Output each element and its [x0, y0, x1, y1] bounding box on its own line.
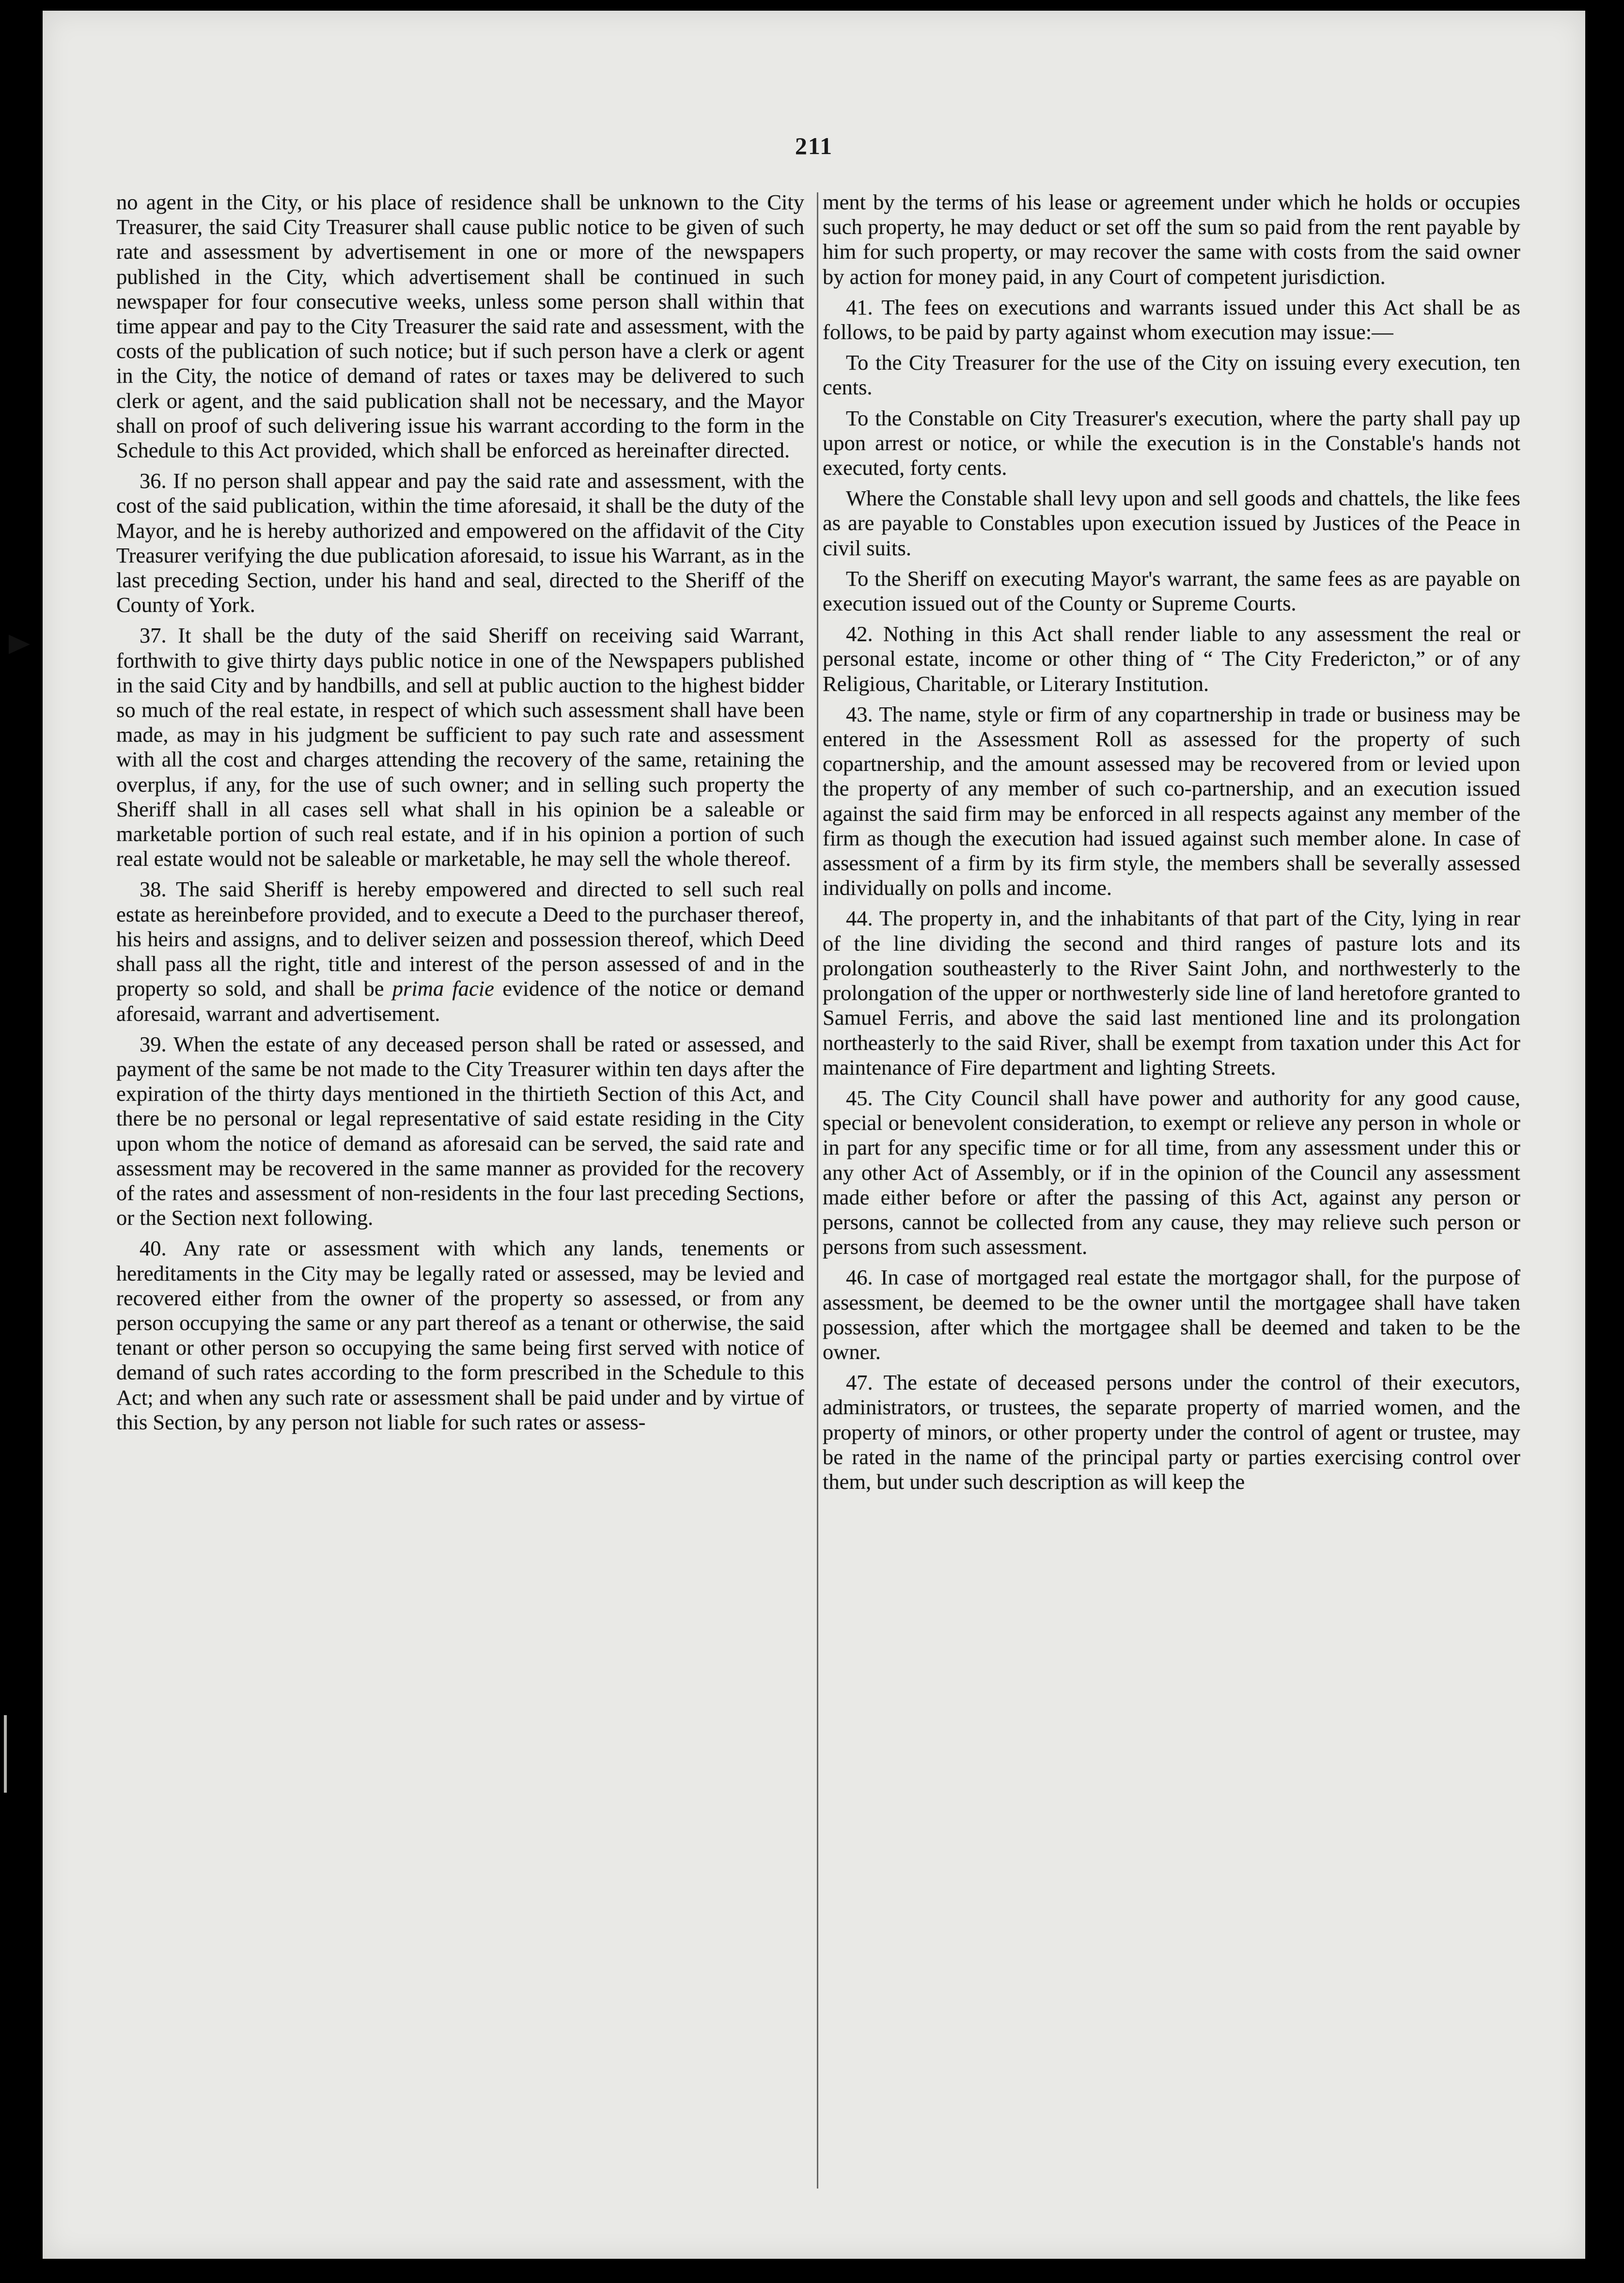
section-47: 47. The estate of deceased persons under the control of their executors, administrators, or trustees, the separate property of married women, and the property of minors, or other property under the control of agent or trustee, may be rated in the name of the principal party or parties exercising control over them, but under such description as will keep the [823, 1370, 1520, 1494]
section-43: 43. The name, style or firm of any copartnership in trade or business may be entered in the Assessment Roll as assessed for the property of such copartnership, and the amount assessed may be recovered from or levied upon the property of any member of such co-partnership, and an execution issued against the said firm may be enforced in all respects against any member of the firm as though the execution had issued against such member alone. In case of assessment of a firm by its firm style, the members shall be severally assessed individually on polls and income. [823, 702, 1520, 900]
section-44: 44. The property in, and the inhabitants of that part of the City, lying in rear of the line dividing the second and third ranges of pasture lots and its prolongation southeasterly to the River Saint John, and northwesterly to the prolongation of the upper or northwesterly side line of land heretofore granted to Samuel Ferris, and above the said last mentioned line and its prolongation northeasterly to the said River, shall be exempt from taxation under this Act for maintenance of Fire department and lighting Streets. [823, 906, 1520, 1079]
section-41: 41. The fees on executions and warrants issued under this Act shall be as follows, to be paid by party against whom execution may issue:— [823, 295, 1520, 344]
scanned-page [43, 11, 1585, 2259]
section-37: 37. It shall be the duty of the said Sheriff on receiving said Warrant, forthwith to give thirty days public notice in one of the Newspapers published in the said City and by handbills, and sell at public auction to the highest bidder so much of the real estate, in respect of which such assessment shall have been made, as may in his judgment be sufficient to pay such rate and assessment with all the cost and charges attending the recovery of the same, retaining the overplus, if any, for the use of such owner; and in selling such property the Sheriff shall in all cases sell what shall in his opinion be a saleable or marketable portion of such real estate, and if in his opinion a portion of such real estate would not be saleable or marketable, he may sell the whole thereof. [116, 623, 804, 871]
italic-phrase: prima facie [392, 976, 494, 1001]
section-46: 46. In case of mortgaged real estate the mortgagor shall, for the purpose of assessment, be deemed to be the owner until the mortgagee shall have taken possession, after which the mortgagee shall be deemed and taken to be the owner. [823, 1265, 1520, 1364]
fee-constable: To the Constable on City Treasurer's execution, where the party shall pay up upon arrest or notice, or while the execution is in the Constable's hands not executed, forty cents. [823, 406, 1520, 480]
paragraph-continued: no agent in the City, or his place of residence shall be unknown to the City Treasurer, the said City Treasurer shall cause public notice to be given of such rate and assessment by advertisement in one or more of the newspapers published in the City, which advertisement shall be continued in such newspaper for four consecutive weeks, unless some person shall within that time appear and pay to the City Treasurer the said rate and assessment, with the costs of the publication of such notice; but if such person have a clerk or agent in the City, the notice of demand of rates or taxes may be delivered to such clerk or agent, and the said publication shall not be necessary, and the Mayor shall on proof of such delivering issue his warrant according to the form in the Schedule to this Act provided, which shall be enforced as hereinafter directed. [116, 190, 804, 463]
section-40: 40. Any rate or assessment with which any lands, tenements or hereditaments in the City may be legally rated or assessed, may be levied and recovered either from the owner of the property so assessed, or from any person occupying the same or any part thereof as a tenant or otherwise, the said tenant or other person so occupying the same being first served with notice of demand of such rates according to the form prescribed in the Schedule to this Act; and when any such rate or assessment shall be paid under and by virtue of this Section, by any person not liable for such rates or assess- [116, 1236, 804, 1434]
section-39: 39. When the estate of any deceased person shall be rated or assessed, and payment of the same be not made to the City Treasurer within ten days after the expiration of the thirty days mentioned in the thirtieth Section of this Act, and there be no personal or legal representative of said estate residing in the City upon whom the notice of demand as aforesaid can be served, the said rate and assessment may be recovered in the same manner as provided for the recovery of the rates and assessment of non-residents in the four last preceding Sections, or the Section next following. [116, 1032, 804, 1230]
left-column [116, 190, 804, 1440]
page-number: 211 [795, 132, 833, 159]
margin-arrow-mark [9, 635, 30, 654]
fee-sheriff: To the Sheriff on executing Mayor's warrant, the same fees as are payable on execution issued out of the County or Supreme Courts. [823, 566, 1520, 616]
fee-constable-levy: Where the Constable shall levy upon and sell goods and chattels, the like fees as are payable to Constables upon execution issued by Justices of the Peace in civil suits. [823, 486, 1520, 560]
section-40-continued: ment by the terms of his lease or agreement under which he holds or occupies such property, he may deduct or set off the sum so paid from the rent payable by him for such property, or may recover the same with costs from the said owner by action for money paid, in any Court of competent jurisdiction. [823, 190, 1520, 289]
section-45: 45. The City Council shall have power and authority for any good cause, special or benevolent consideration, to exempt or relieve any person in whole or in part for any specific time or for all time, from any assessment under this or any other Act of Assembly, or if in the opinion of the Council any assessment made either before or after the passing of this Act, against any person or persons, cannot be collected from any cause, they may relieve such person or persons from such assessment. [823, 1085, 1520, 1259]
section-36: 36. If no person shall appear and pay the said rate and assessment, with the cost of the said publication, within the time aforesaid, it shall be the duty of the Mayor, and he is hereby authorized and empowered on the affidavit of the City Treasurer verifying the due publication aforesaid, to issue his Warrant, as in the last preceding Section, under his hand and seal, directed to the Sheriff of the County of York. [116, 469, 804, 617]
column-divider [817, 192, 818, 2189]
right-column [823, 190, 1520, 1500]
section-42: 42. Nothing in this Act shall render liable to any assessment the real or personal estate, income or other thing of “ The City Fredericton,” or of any Religious, Charitable, or Literary Institution. [823, 622, 1520, 696]
fee-city-treasurer: To the City Treasurer for the use of the City on issuing every execution, ten cents. [823, 350, 1520, 400]
section-38: 38. The said Sheriff is hereby empowered and directed to sell such real estate as hereinbefore provided, and to execute a Deed to the purchaser thereof, his heirs and assigns, and to deliver seizen and possession thereof, which Deed shall pass all the right, title and interest of the person assessed of and in the property so sold, and shall be prima facie evidence of the notice or demand aforesaid, warrant and advertisement. [116, 877, 804, 1026]
page-edge-mark [4, 1715, 26, 1793]
